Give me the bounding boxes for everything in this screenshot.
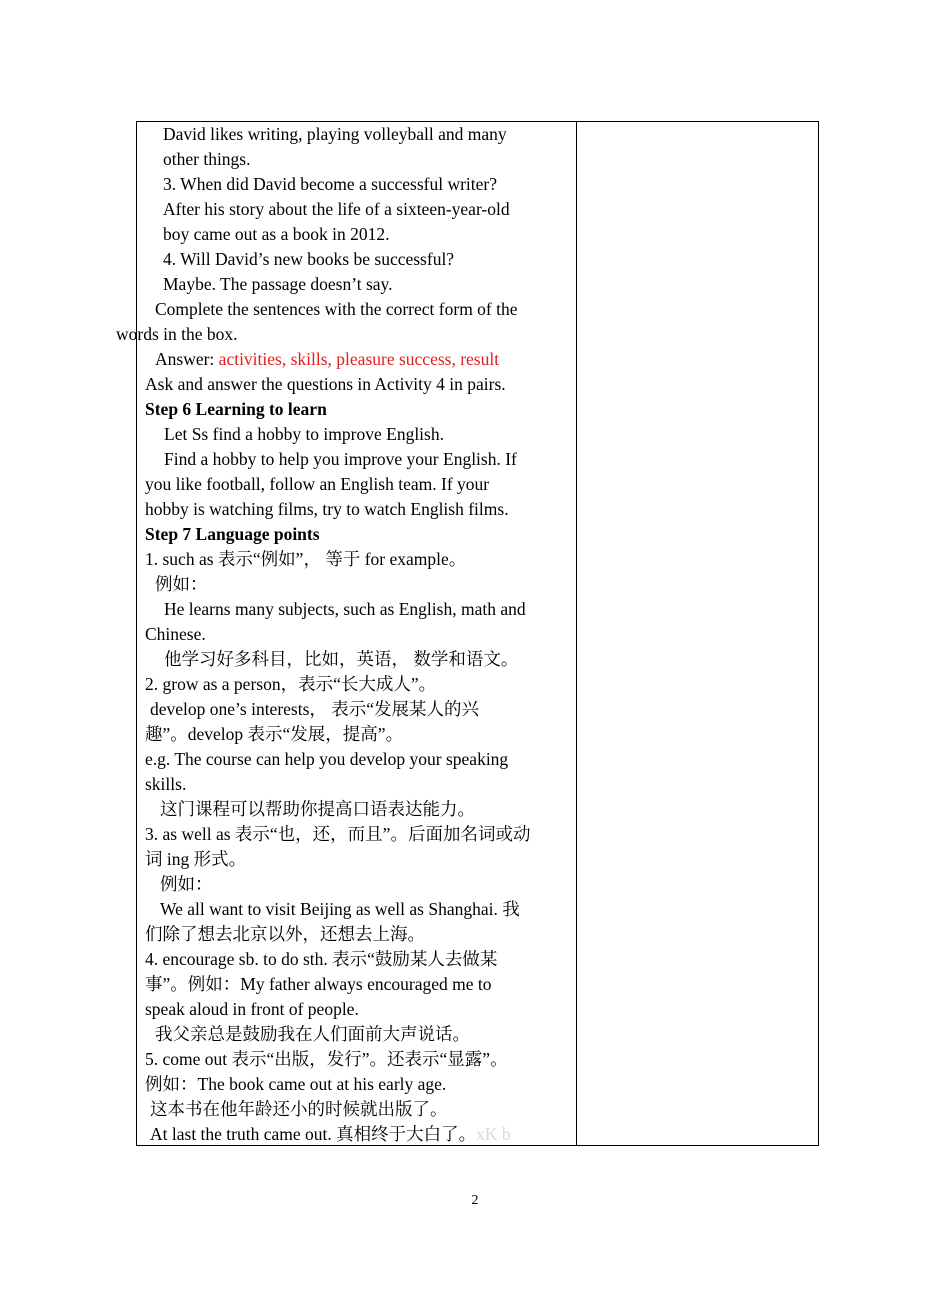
line-text: 4. encourage sb. to do sth. 表示“鼓励某人去做某 <box>145 949 498 969</box>
line-text: 我父亲总是鼓励我在人们面前大声说话。 <box>155 1024 470 1044</box>
line-text: 5. come out 表示“出版，发行”。还表示“显露”。 <box>145 1049 508 1069</box>
line-text: 2. grow as a person，表示“长大成人”。 <box>145 674 437 694</box>
text-line <box>145 172 569 197</box>
line-text: you like football, follow an English team. If your <box>145 474 490 494</box>
line-text: boy came out as a book in 2012. <box>163 224 390 244</box>
text-line <box>145 597 569 622</box>
text-line <box>145 672 569 697</box>
text-line <box>145 772 569 797</box>
text-line <box>145 622 569 647</box>
line-text: 这门课程可以帮助你提高口语表达能力。 <box>160 799 475 819</box>
text-line <box>145 272 569 297</box>
line-text: words in the box. <box>116 324 238 344</box>
line-text: Maybe. The passage doesn’t say. <box>163 274 393 294</box>
line-text: 事”。例如：My father always encouraged me to <box>145 974 492 994</box>
text-line <box>145 572 569 597</box>
line-text: 词 ing 形式。 <box>145 849 247 869</box>
line-text: He learns many subjects, such as English, math and <box>164 599 526 619</box>
line-text: We all want to visit Beijing as well as Shanghai. 我 <box>160 899 520 919</box>
text-line <box>145 147 569 172</box>
line-text: Let Ss find a hobby to improve English. <box>164 424 444 444</box>
line-text: At last the truth came out. 真相终于大白了。 <box>150 1124 477 1144</box>
lesson-content-cell <box>116 122 569 1147</box>
text-line <box>145 297 569 322</box>
text-line <box>145 422 569 447</box>
line-text: 例如：The book came out at his early age. <box>145 1074 447 1094</box>
text-line <box>145 1022 569 1047</box>
text-line <box>145 497 569 522</box>
text-line <box>145 972 569 997</box>
line-text: 这本书在他年龄还小的时候就出版了。 <box>150 1099 448 1119</box>
line-text: other things. <box>163 149 251 169</box>
answer-text: activities, skills, pleasure success, result <box>218 349 500 369</box>
text-line <box>145 1047 569 1072</box>
watermark-text: xK b <box>476 1124 511 1144</box>
text-line <box>145 372 569 397</box>
line-text: e.g. The course can help you develop your speaking <box>145 749 509 769</box>
lesson-table <box>116 121 819 1146</box>
line-text: 1. such as 表示“例如”， 等于 for example。 <box>145 549 467 569</box>
line-text: skills. <box>145 774 187 794</box>
text-line <box>145 947 569 972</box>
line-text: 3. as well as 表示“也，还，而且”。后面加名词或动 <box>145 824 531 844</box>
text-line <box>145 922 569 947</box>
line-text: hobby is watching films, try to watch English films. <box>145 499 509 519</box>
line-text: Complete the sentences with the correct form of the <box>155 299 518 319</box>
line-text: 他学习好多科目，比如，英语， 数学和语文。 <box>164 649 519 669</box>
text-line <box>145 447 569 472</box>
text-line <box>145 847 569 872</box>
line-text: Answer: <box>155 349 219 369</box>
line-text: Chinese. <box>145 624 206 644</box>
step-heading <box>145 522 569 547</box>
text-line <box>145 722 569 747</box>
line-text: Find a hobby to help you improve your English. If <box>164 449 517 469</box>
line-text: 4. Will David’s new books be successful? <box>163 249 455 269</box>
line-text: develop one’s interests， 表示“发展某人的兴 <box>150 699 480 719</box>
text-line <box>145 1072 569 1097</box>
line-text: 例如： <box>155 574 208 594</box>
line-text: David likes writing, playing volleyball and many <box>163 124 507 144</box>
line-text: After his story about the life of a sixteen-year-old <box>163 199 510 219</box>
line-text: Step 7 Language points <box>145 524 320 544</box>
text-line <box>145 747 569 772</box>
line-text: 们除了想去北京以外，还想去上海。 <box>145 924 425 944</box>
text-line <box>145 547 569 572</box>
step-heading <box>145 397 569 422</box>
text-line <box>116 322 569 347</box>
line-text: Step 6 Learning to learn <box>145 399 327 419</box>
text-line <box>145 472 569 497</box>
text-line <box>145 247 569 272</box>
text-line <box>145 1122 569 1147</box>
line-text: 趣”。develop 表示“发展，提高”。 <box>145 724 404 744</box>
text-line <box>145 122 569 147</box>
page-number: 2 <box>471 1193 479 1208</box>
text-line <box>145 697 569 722</box>
line-text: 3. When did David become a successful writer? <box>163 174 498 194</box>
text-line <box>145 222 569 247</box>
text-line <box>145 347 569 372</box>
text-line <box>145 872 569 897</box>
text-line <box>145 997 569 1022</box>
text-line <box>145 1097 569 1122</box>
text-line <box>145 647 569 672</box>
column-divider <box>576 122 577 1145</box>
text-line <box>145 197 569 222</box>
line-text: speak aloud in front of people. <box>145 999 359 1019</box>
text-line <box>145 822 569 847</box>
text-line <box>145 897 569 922</box>
line-text: Ask and answer the questions in Activity 4 in pairs. <box>145 374 506 394</box>
line-text: 例如： <box>160 874 213 894</box>
text-line <box>145 797 569 822</box>
